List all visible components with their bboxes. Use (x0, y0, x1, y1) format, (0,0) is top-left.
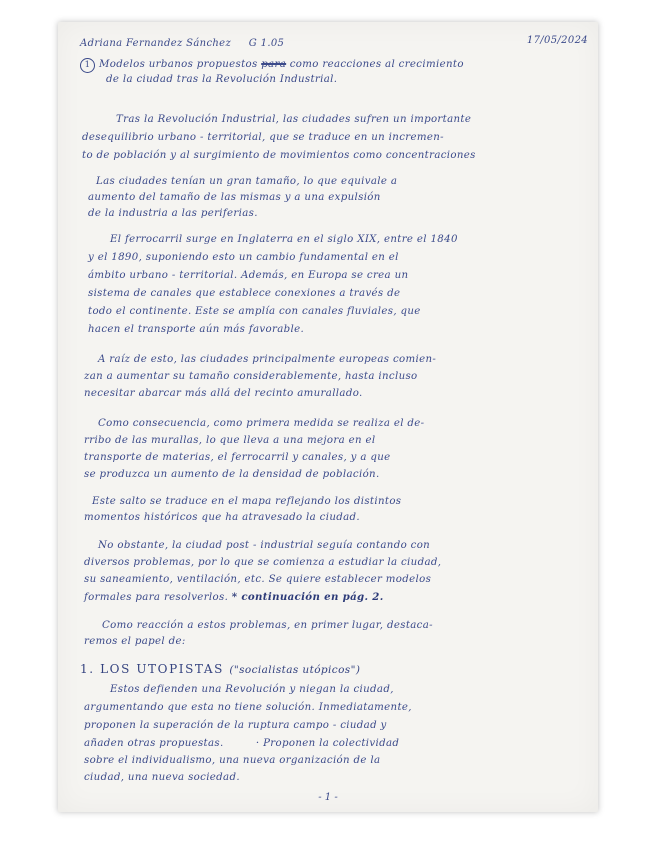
question-text-after: como reacciones al crecimiento (289, 59, 464, 70)
p2-line-3: de la industria a las periferias. (88, 208, 258, 219)
p4-line-1: A raíz de esto, las ciudades principalmente europeas comien- (98, 354, 437, 365)
section-heading (80, 662, 598, 676)
p1-line-1: Tras la Revolución Industrial, las ciudades sufren un importante (116, 114, 472, 125)
p5-line-1: Como consecuencia, como primera medida se realiza el de- (98, 418, 425, 429)
p3-line-3: ámbito urbano - territorial. Además, en Europa se crea un (88, 270, 409, 281)
question-number: 1 (80, 58, 95, 73)
p5-line-4: se produzca un aumento de la densidad de población. (84, 469, 380, 480)
question-text-before: Modelos urbanos propuestos (99, 59, 258, 70)
group-code: G 1.05 (248, 38, 285, 49)
s1-line-5: sobre el individualismo, una nueva organización de la (84, 755, 381, 766)
p6-line-2: momentos históricos que ha atravesado la ciudad. (84, 512, 361, 523)
p3-line-2: y el 1890, suponiendo esto un cambio fundamental en el (88, 252, 399, 263)
s1-line-6: ciudad, una nueva sociedad. (84, 772, 240, 783)
p4-line-2: zan a aumentar su tamaño considerablemente, hasta incluso (84, 371, 418, 382)
question-line-2: de la ciudad tras la Revolución Industrial. (106, 74, 338, 85)
p7-line-4 (84, 591, 598, 603)
p7-last-text: formales para resolverlos. (84, 592, 229, 603)
s1-line-2: argumentando que esta no tiene solución. Inmediatamente, (84, 702, 412, 713)
s1-line-3: proponen la superación de la ruptura campo - ciudad y (84, 720, 387, 731)
header-author-group (80, 38, 598, 49)
s1-line-4a: añaden otras propuestas. (84, 738, 224, 749)
struck-word: para (261, 59, 287, 70)
p1-line-3: to de población y al surgimiento de movimientos como concentraciones (82, 150, 476, 161)
header-date: 17/05/2024 (526, 35, 588, 46)
p7-line-1: No obstante, la ciudad post - industrial seguía contando con (98, 540, 431, 551)
p8-line-1: Como reacción a estos problemas, en primer lugar, destaca- (102, 620, 433, 631)
p8-line-2: remos el papel de: (84, 636, 186, 647)
author-name: Adriana Fernandez Sánchez (80, 38, 232, 49)
p5-line-3: transporte de materias, el ferrocarril y canales, y a que (84, 452, 391, 463)
p3-line-1: El ferrocarril surge en Inglaterra en el siglo XIX, entre el 1840 (110, 234, 458, 245)
p7-line-3: su saneamiento, ventilación, etc. Se quiere establecer modelos (84, 574, 432, 585)
p4-line-3: necesitar abarcar más allá del recinto amurallado. (84, 388, 363, 399)
p2-line-1: Las ciudades tenían un gran tamaño, lo que equivale a (96, 176, 398, 187)
page-number: - 1 - (318, 792, 338, 803)
p3-line-6: hacen el transporte aún más favorable. (88, 324, 305, 335)
p5-line-2: rribo de las murallas, lo que lleva a una mejora en el (84, 435, 376, 446)
s1-line-1: Estos defienden una Revolución y niegan la ciudad, (110, 684, 394, 695)
p1-line-2: desequilibrio urbano - territorial, que se traduce en un incremen- (82, 132, 444, 143)
p3-line-5: todo el continente. Este se amplía con canales fluviales, que (88, 306, 421, 317)
p7-line-2: diversos problemas, por lo que se comienza a estudiar la ciudad, (84, 557, 442, 568)
notebook-page (58, 22, 598, 812)
question-line-1 (80, 58, 598, 73)
p3-line-4: sistema de canales que establece conexiones a través de (88, 288, 401, 299)
p2-line-2: aumento del tamaño de las mismas y a una expulsión (88, 192, 381, 203)
section-title: LOS UTOPISTAS (100, 662, 224, 676)
s1-line-4 (84, 738, 598, 749)
continuation-note: * continuación en pág. 2. (231, 591, 384, 603)
section-subtitle: ("socialistas utópicos") (229, 664, 361, 676)
section-number: 1. (80, 662, 95, 676)
p6-line-1: Este salto se traduce en el mapa reflejando los distintos (92, 496, 402, 507)
s1-line-4b: · Proponen la colectividad (255, 738, 400, 749)
